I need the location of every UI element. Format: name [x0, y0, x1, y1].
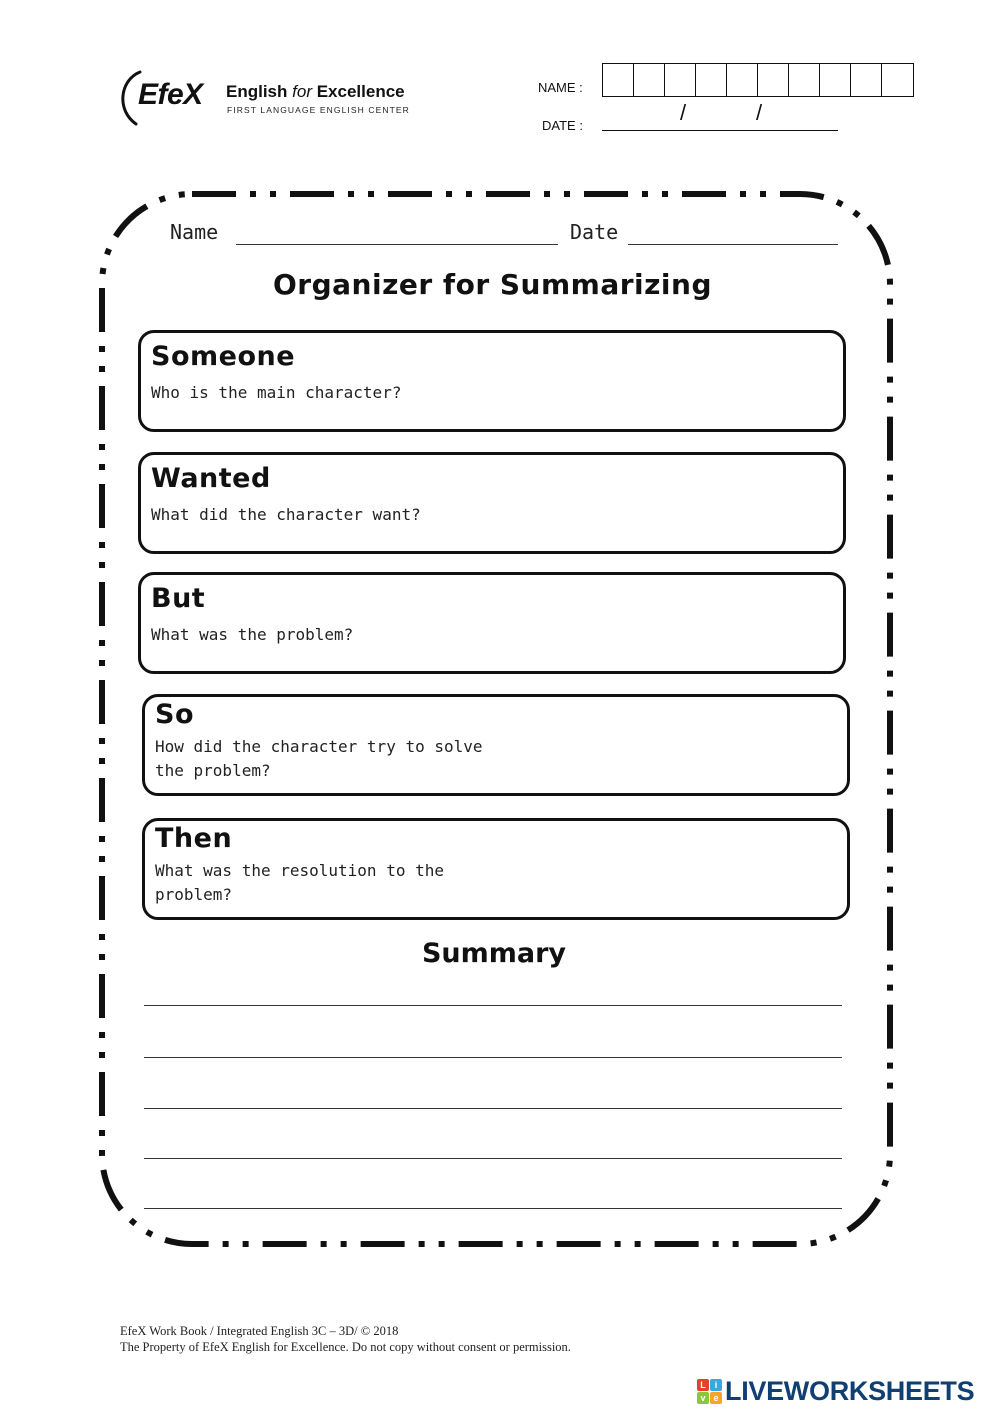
date-field[interactable] [602, 130, 838, 131]
icon-cell-i: i [710, 1379, 722, 1391]
name-letter-box[interactable] [851, 64, 882, 96]
name-letter-box[interactable] [727, 64, 758, 96]
worksheet-date-label: Date [570, 220, 619, 244]
summary-line[interactable] [144, 1158, 842, 1159]
name-letter-box[interactable] [758, 64, 789, 96]
wanted-question: What did the character want? [151, 505, 421, 524]
name-label: NAME : [538, 80, 583, 95]
then-question: What was the resolution to the problem? [155, 861, 444, 904]
but-box[interactable] [138, 572, 846, 674]
name-letter-box[interactable] [882, 64, 913, 96]
footer-line-2: The Property of EfeX English for Excellence. Do not copy without consent or permission. [120, 1340, 571, 1354]
then-box[interactable] [142, 818, 850, 920]
efex-logo [118, 66, 218, 130]
name-letter-box[interactable] [603, 64, 634, 96]
date-separator: / [756, 100, 763, 125]
but-heading: But [151, 583, 206, 614]
wanted-box[interactable] [138, 452, 846, 554]
wanted-heading: Wanted [151, 463, 271, 494]
brand-logo-block [118, 66, 418, 130]
copyright-footer [120, 1323, 571, 1355]
liveworksheets-icon [697, 1379, 723, 1405]
so-box[interactable] [142, 694, 850, 796]
summary-line[interactable] [144, 1208, 842, 1209]
worksheet-name-label: Name [170, 220, 219, 244]
summary-title: Summary [421, 938, 567, 969]
someone-box[interactable] [138, 330, 846, 432]
name-letter-box[interactable] [696, 64, 727, 96]
so-heading: So [155, 699, 194, 730]
brand-tagline: FIRST LANGUAGE ENGLISH CENTER [227, 105, 410, 115]
liveworksheets-badge[interactable] [697, 1376, 993, 1410]
brand-name-for: for [292, 82, 312, 101]
organizer-title: Organizer for Summarizing [272, 268, 713, 301]
name-letter-box[interactable] [789, 64, 820, 96]
summary-line[interactable] [144, 1057, 842, 1058]
brand-name-excellence: Excellence [316, 82, 405, 101]
footer-line-1: EfeX Work Book / Integrated English 3C – 3D/ © 2018 [120, 1324, 399, 1338]
date-separator: / [680, 100, 687, 125]
summary-line[interactable] [144, 1005, 842, 1006]
name-letter-box[interactable] [665, 64, 696, 96]
icon-cell-v: v [697, 1392, 709, 1404]
name-letter-box[interactable] [634, 64, 665, 96]
name-letter-box[interactable] [820, 64, 851, 96]
brand-name-english: English [226, 82, 288, 101]
worksheet-date-field[interactable] [628, 244, 838, 245]
brand-name [226, 82, 405, 102]
icon-cell-e: e [710, 1392, 722, 1404]
someone-heading: Someone [151, 341, 296, 372]
logo-text: EfeX [138, 78, 203, 111]
liveworksheets-wordmark: LIVEWORKSHEETS [725, 1376, 975, 1406]
name-letter-boxes[interactable] [602, 63, 914, 97]
worksheet-name-field[interactable] [236, 244, 558, 245]
summary-line[interactable] [144, 1108, 842, 1109]
so-question: How did the character try to solve the problem? [155, 737, 483, 780]
date-label: DATE : [542, 118, 583, 133]
someone-question: Who is the main character? [151, 383, 402, 402]
icon-cell-l: L [697, 1379, 709, 1391]
then-heading: Then [155, 823, 233, 854]
but-question: What was the problem? [151, 625, 354, 644]
